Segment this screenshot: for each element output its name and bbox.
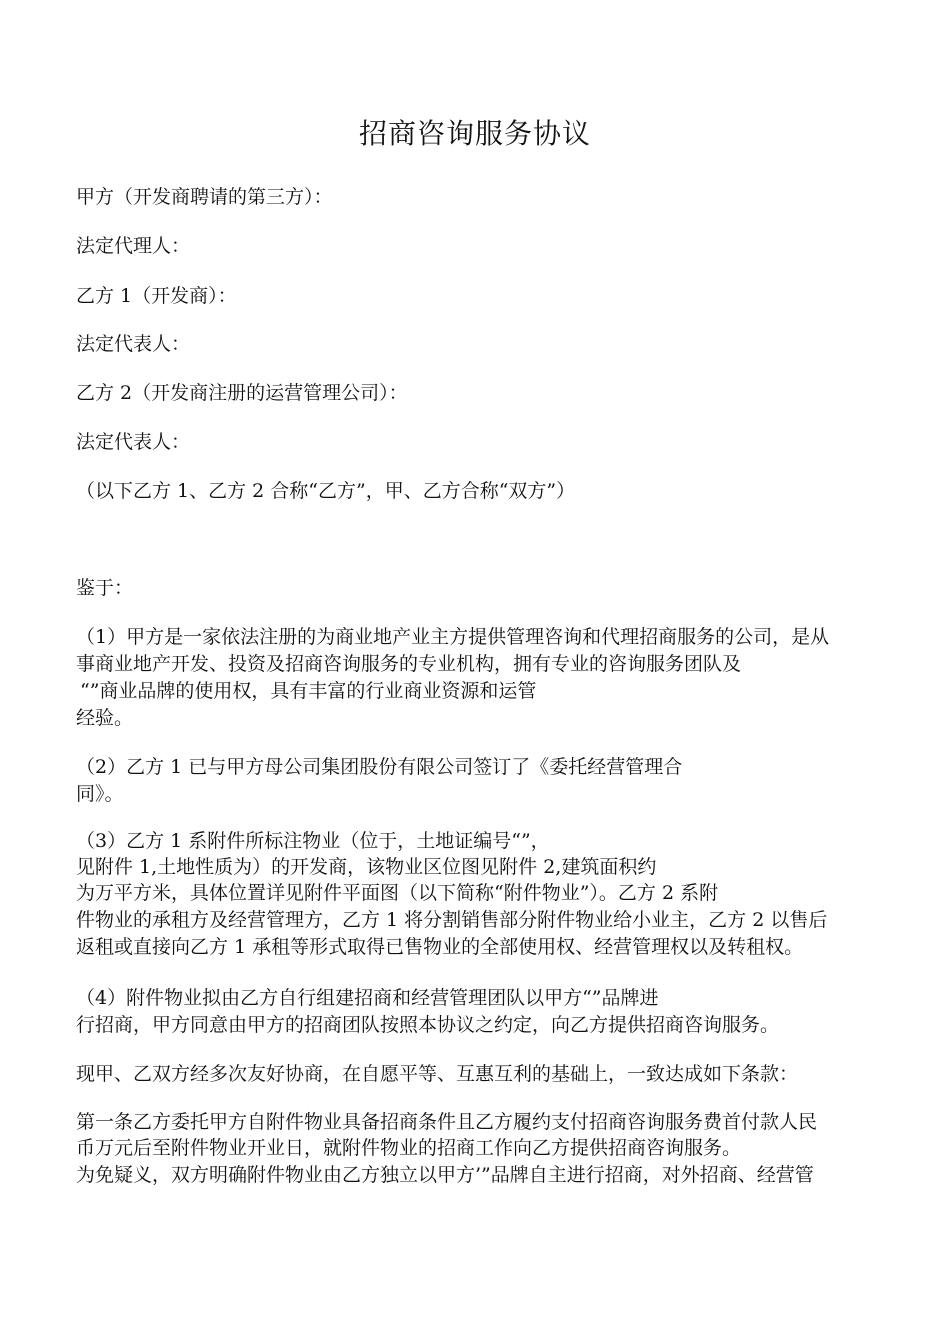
- party-b1-rep-line: 法定代表人：: [76, 333, 191, 355]
- clause-line: 件物业的承租方及经营管理方，乙方 1 将分割销售部分附件物业给小业主，乙方 2 以售后: [76, 909, 828, 931]
- clause-line: （3）乙方 1 系附件所标注物业（位于，土地证编号“”，: [76, 830, 550, 852]
- party-a-line: 甲方（开发商聘请的第三方）：: [76, 186, 333, 208]
- clause-line: 返租或直接向乙方 1 承租等形式取得已售物业的全部使用权、经营管理权以及转租权。: [76, 936, 804, 958]
- clause-line: （2）乙方 1 已与甲方母公司集团股份有限公司签订了《委托经营管理合: [76, 756, 683, 778]
- alias-note: （以下乙方 1、乙方 2 合称“乙方”，甲、乙方合称“双方”）: [76, 480, 576, 502]
- clause-line: 为万平方米，具体位置详见附件平面图（以下简称“附件物业”）。乙方 2 系附: [76, 882, 719, 904]
- clause-line: （4）附件物业拟由乙方自行组建招商和经营管理团队以甲方“”品牌进: [76, 987, 659, 1009]
- whereas-heading: 鉴于：: [76, 577, 134, 599]
- clause-line: 见附件 1,土地性质为）的开发商，该物业区位图见附件 2,建筑面积约: [76, 856, 657, 878]
- party-b2-rep-line: 法定代表人：: [76, 431, 191, 453]
- clause-line: “”商业品牌的使用权，具有丰富的行业商业资源和运管: [80, 680, 537, 702]
- article-line: 第一条乙方委托甲方自附件物业具备招商条件且乙方履约支付招商咨询服务费首付款人民: [76, 1111, 818, 1133]
- document-title: 招商咨询服务协议: [358, 117, 591, 150]
- agreement-intro: 现甲、乙双方经多次友好协商，在自愿平等、互惠互利的基础上，一致达成如下条款：: [76, 1063, 799, 1085]
- party-a-agent-line: 法定代理人：: [76, 235, 191, 257]
- clause-line: 行招商，甲方同意由甲方的招商团队按照本协议之约定，向乙方提供招商咨询服务。: [76, 1014, 780, 1036]
- article-line: 币万元后至附件物业开业日，就附件物业的招商工作向乙方提供招商咨询服务。: [76, 1137, 742, 1159]
- clause-line: （1）甲方是一家依法注册的为商业地产业主方提供管理咨询和代理招商服务的公司，是从: [76, 626, 830, 648]
- clause-line: 同》。: [76, 783, 124, 805]
- party-b2-line: 乙方 2（开发商注册的运营管理公司）：: [76, 382, 408, 404]
- clause-line: 事商业地产开发、投资及招商咨询服务的专业机构，拥有专业的咨询服务团队及: [76, 653, 742, 675]
- article-line: 为免疑义，双方明确附件物业由乙方独立以甲方’”品牌自主进行招商，对外招商、经营管: [76, 1164, 814, 1186]
- clause-line: 经验。: [76, 707, 134, 729]
- party-b1-line: 乙方 1（开发商）：: [76, 285, 237, 307]
